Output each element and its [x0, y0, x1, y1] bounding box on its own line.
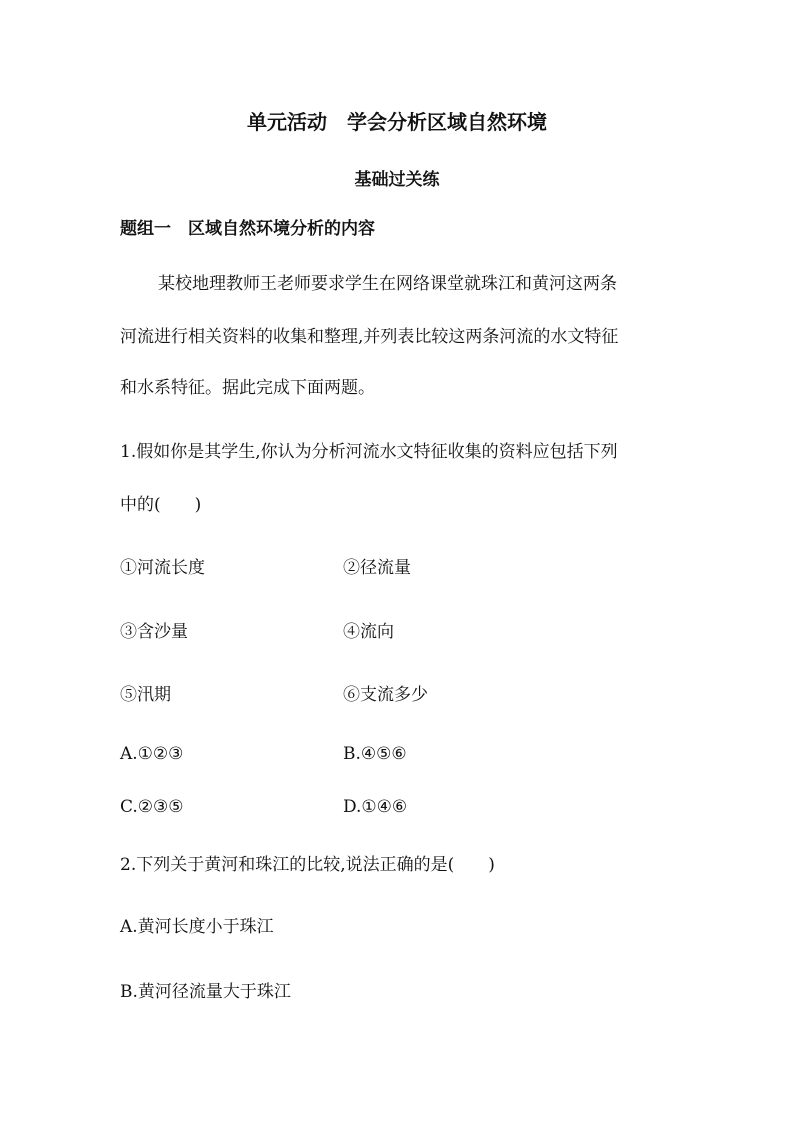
q1-option-b: B.④⑤⑥	[343, 744, 407, 764]
q2-option-a: A.黄河长度小于珠江	[120, 917, 274, 937]
q1-option-d: D.①④⑥	[343, 797, 408, 817]
intro-line-2: 河流进行相关资料的收集和整理,并列表比较这两条河流的水文特征	[120, 327, 619, 347]
intro-line-1: 某校地理教师王老师要求学生在网络课堂就珠江和黄河这两条	[158, 274, 617, 294]
question-group-heading: 题组一 区域自然环境分析的内容	[120, 219, 375, 239]
q1-stem-line-1: 1.假如你是其学生,你认为分析河流水文特征收集的资料应包括下列	[120, 442, 618, 462]
q1-stem-line-2: 中的( )	[120, 495, 202, 515]
page-title: 单元活动 学会分析区域自然环境	[247, 110, 547, 134]
q2-option-b: B.黄河径流量大于珠江	[120, 982, 291, 1002]
q1-item-4: ④流向	[343, 622, 394, 642]
q1-item-3: ③含沙量	[120, 622, 188, 642]
q1-item-1: ①河流长度	[120, 558, 205, 578]
q1-item-6: ⑥支流多少	[343, 685, 428, 705]
q1-item-5: ⑤汛期	[120, 685, 171, 705]
section-subtitle: 基础过关练	[354, 170, 440, 190]
q1-option-a: A.①②③	[120, 744, 184, 764]
intro-line-3: 和水系特征。据此完成下面两题。	[120, 378, 375, 398]
q1-option-c: C.②③⑤	[120, 797, 184, 817]
q2-stem: 2.下列关于黄河和珠江的比较,说法正确的是( )	[120, 855, 495, 875]
q1-item-2: ②径流量	[343, 558, 411, 578]
